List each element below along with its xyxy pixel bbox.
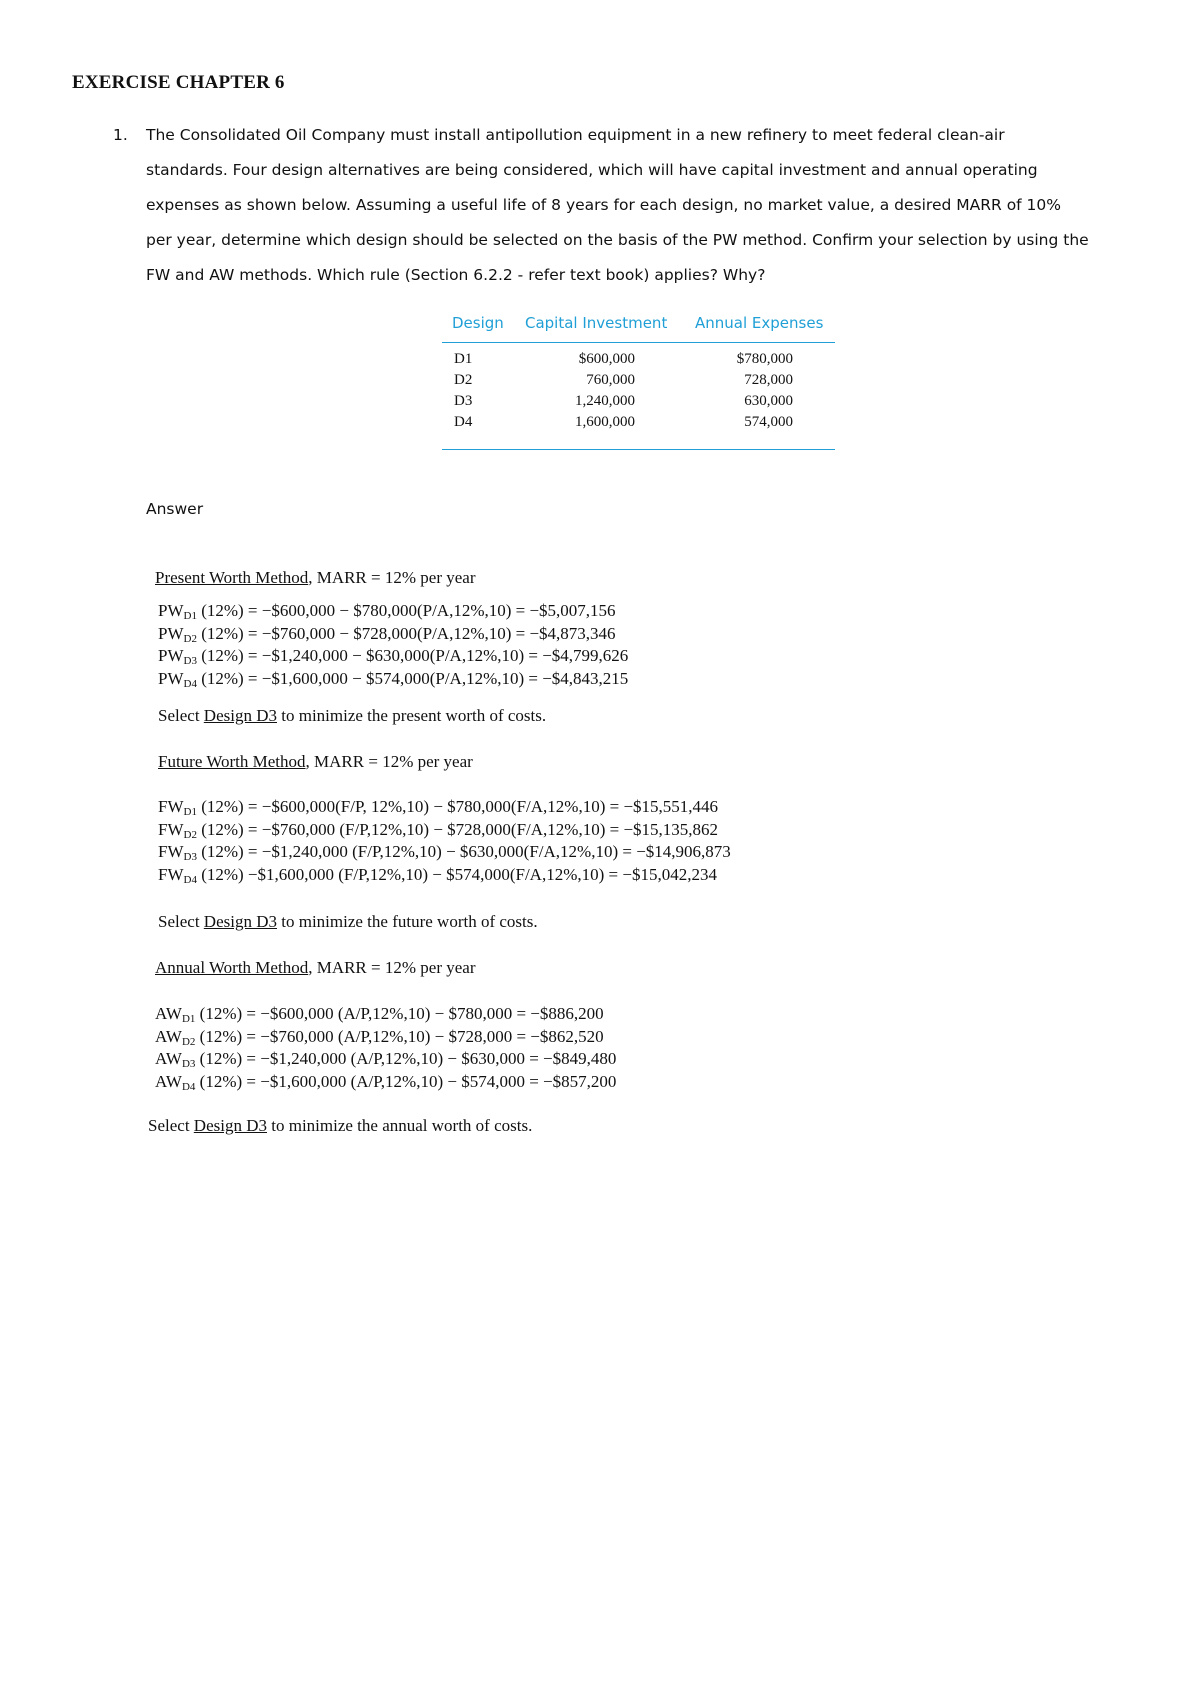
aw-equation [155, 1003, 616, 1026]
eq-expression: (12%) = −$760,000 (A/P,12%,10) − $728,000 = −$862,520 [195, 1026, 604, 1046]
eq-expression: (12%) = −$1,240,000 (A/P,12%,10) − $630,000 = −$849,480 [195, 1049, 617, 1068]
aw-equations [155, 1003, 616, 1093]
fw-equation [158, 819, 731, 842]
eq-subscript: D2 [183, 632, 197, 645]
table-header-design: Design [452, 314, 504, 332]
question-line: standards. Four design alternatives are being considered, which will have capital investment and annual operating [146, 161, 1038, 179]
table-cell: 574,000 [744, 414, 793, 430]
eq-subscript: D1 [183, 610, 197, 622]
eq-symbol: FW [158, 819, 184, 839]
eq-subscript: D1 [181, 1013, 196, 1025]
table-cell: 760,000 [586, 372, 635, 388]
question-text [146, 122, 1136, 297]
eq-subscript: D4 [181, 1080, 196, 1093]
design-alternatives-table [442, 308, 835, 451]
aw-heading-marr: , MARR = 12% per year [308, 958, 476, 977]
pw-heading-title: Present Worth Method [155, 568, 309, 587]
eq-expression: (12%) = −$760,000 (F/P,12%,10) − $728,000(F/A,12%,10) = −$15,135,862 [196, 819, 719, 839]
table-cell: $780,000 [736, 351, 793, 367]
eq-subscript: D3 [181, 1058, 196, 1070]
conclusion-design: Design D3 [193, 1116, 267, 1135]
fw-equation [158, 841, 731, 864]
eq-symbol: PW [158, 646, 184, 665]
table-cell: $600,000 [578, 351, 635, 367]
question-line: per year, determine which design should be selected on the basis of the PW method. Confirm your selection by using the [146, 231, 1089, 249]
eq-subscript: D2 [181, 1035, 196, 1048]
fw-equations [158, 796, 731, 886]
table-header-annual-expenses: Annual Expenses [695, 314, 824, 332]
question-number: 1. [113, 126, 128, 144]
eq-symbol: AW [155, 1049, 182, 1068]
fw-equation [158, 796, 731, 819]
question-line: FW and AW methods. Which rule (Section 6.2.2 - refer text book) applies? Why? [146, 266, 766, 284]
eq-expression: (12%) = −$1,240,000 − $630,000(P/A,12%,10) = −$4,799,626 [196, 646, 629, 665]
table-cell: D2 [454, 372, 473, 388]
table-cell: 1,240,000 [575, 393, 635, 409]
eq-subscript: D1 [183, 806, 197, 818]
table-cell: D4 [454, 414, 473, 430]
aw-heading-title: Annual Worth Method [155, 958, 309, 977]
aw-equation [155, 1026, 616, 1049]
pw-heading-marr: , MARR = 12% per year [308, 568, 476, 587]
eq-expression: (12%) = −$600,000 − $780,000(P/A,12%,10) = −$5,007,156 [196, 601, 616, 620]
page-title: EXERCISE CHAPTER 6 [72, 72, 285, 93]
eq-symbol: AW [155, 1071, 182, 1091]
table-cell: D1 [454, 351, 473, 367]
conclusion-text: to minimize the present worth of costs. [277, 706, 547, 725]
table-header [442, 308, 835, 343]
eq-symbol: FW [158, 797, 184, 816]
fw-conclusion [158, 912, 538, 932]
table-row [442, 351, 835, 372]
pw-equations [158, 600, 628, 690]
eq-expression: (12%) = −$1,240,000 (F/P,12%,10) − $630,000(F/A,12%,10) = −$14,906,873 [196, 842, 731, 861]
aw-equation [155, 1048, 616, 1071]
table-cell: D3 [454, 393, 473, 409]
eq-symbol: FW [158, 842, 184, 861]
table-body [442, 343, 835, 450]
table-header-capital-investment: Capital Investment [525, 314, 668, 332]
eq-expression: (12%) = −$1,600,000 (A/P,12%,10) − $574,000 = −$857,200 [195, 1071, 617, 1091]
fw-heading-marr: , MARR = 12% per year [305, 752, 473, 771]
conclusion-text: Select [148, 1116, 194, 1135]
eq-subscript: D3 [183, 655, 197, 667]
fw-heading [158, 752, 473, 772]
eq-subscript: D4 [183, 677, 197, 690]
conclusion-design: Design D3 [203, 706, 277, 725]
question-line: The Consolidated Oil Company must install antipollution equipment in a new refinery to meet federal clean-air [146, 126, 1005, 144]
fw-heading-title: Future Worth Method [158, 752, 306, 771]
eq-expression: (12%) −$1,600,000 (F/P,12%,10) − $574,000(F/A,12%,10) = −$15,042,234 [196, 864, 717, 884]
eq-subscript: D4 [183, 873, 197, 886]
pw-equation [158, 623, 628, 646]
eq-symbol: PW [158, 668, 184, 688]
eq-subscript: D2 [183, 828, 197, 841]
table-cell: 1,600,000 [575, 414, 635, 430]
conclusion-design: Design D3 [203, 912, 277, 931]
aw-conclusion [148, 1116, 532, 1136]
conclusion-text: Select [158, 706, 204, 725]
table-cell: 630,000 [744, 393, 793, 409]
eq-expression: (12%) = −$1,600,000 − $574,000(P/A,12%,10) = −$4,843,215 [196, 668, 629, 688]
table-row [442, 372, 835, 393]
eq-symbol: PW [158, 623, 184, 643]
table-cell: 728,000 [744, 372, 793, 388]
eq-symbol: PW [158, 601, 184, 620]
eq-expression: (12%) = −$760,000 − $728,000(P/A,12%,10) = −$4,873,346 [196, 623, 616, 643]
pw-heading [155, 568, 475, 588]
eq-subscript: D3 [183, 851, 197, 863]
eq-symbol: AW [155, 1004, 182, 1023]
eq-expression: (12%) = −$600,000 (A/P,12%,10) − $780,000 = −$886,200 [195, 1004, 604, 1023]
conclusion-text: to minimize the future worth of costs. [277, 912, 538, 931]
pw-conclusion [158, 706, 546, 726]
eq-expression: (12%) = −$600,000(F/P, 12%,10) − $780,000(F/A,12%,10) = −$15,551,446 [196, 797, 719, 816]
aw-equation [155, 1071, 616, 1094]
eq-symbol: AW [155, 1026, 182, 1046]
conclusion-text: Select [158, 912, 204, 931]
pw-equation [158, 668, 628, 691]
answer-label: Answer [146, 500, 204, 518]
aw-heading [155, 958, 475, 978]
pw-equation [158, 600, 628, 623]
conclusion-text: to minimize the annual worth of costs. [267, 1116, 533, 1135]
pw-equation [158, 645, 628, 668]
eq-symbol: FW [158, 864, 184, 884]
table-row [442, 393, 835, 414]
question-line: expenses as shown below. Assuming a useful life of 8 years for each design, no market value, a desired MARR of 10% [146, 196, 1062, 214]
fw-equation [158, 864, 731, 887]
table-row [442, 414, 835, 435]
